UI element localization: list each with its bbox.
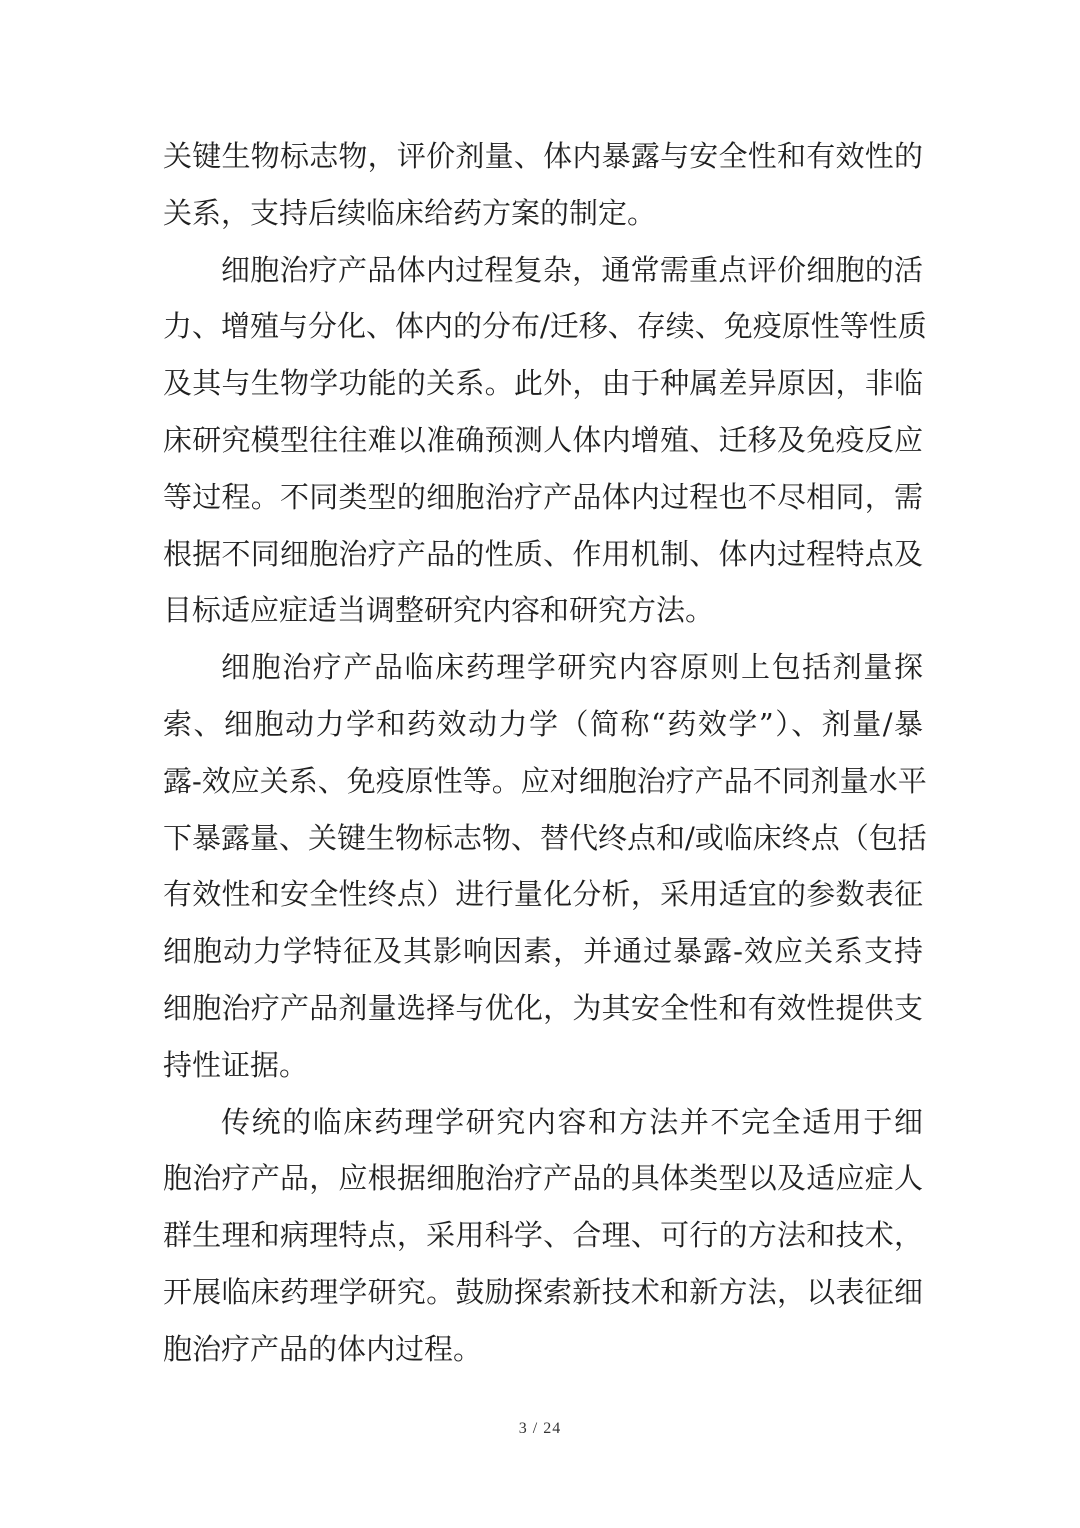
text-line: 持性证据。 [163, 1047, 309, 1082]
document-body [163, 128, 927, 1378]
text-line: 目标适应症适当调整研究内容和研究方法。 [163, 593, 715, 628]
text-line: 细胞治疗产品剂量选择与优化，为其安全性和有效性提供支 [163, 990, 923, 1025]
text-line: 群生理和病理特点，采用科学、合理、可行的方法和技术， [163, 1218, 923, 1253]
text-line: 力、增殖与分化、体内的分布/迁移、存续、免疫原性等性质 [163, 309, 927, 344]
text-line: 下暴露量、关键生物标志物、替代终点和/或临床终点（包括 [163, 820, 927, 855]
text-line: 露-效应关系、免疫原性等。应对细胞治疗产品不同剂量水平 [163, 763, 927, 798]
paragraph-first-line: 细胞治疗产品体内过程复杂，通常需重点评价细胞的活 [221, 252, 923, 287]
text-line: 床研究模型往往难以准确预测人体内增殖、迁移及免疫反应 [163, 422, 923, 457]
text-line: 索、细胞动力学和药效动力学（简称“药效学”）、剂量/暴 [163, 706, 923, 741]
text-line: 根据不同细胞治疗产品的性质、作用机制、体内过程特点及 [163, 536, 923, 571]
text-line: 关系，支持后续临床给药方案的制定。 [163, 195, 657, 230]
text-line: 胞治疗产品的体内过程。 [163, 1331, 483, 1366]
text-line: 关键生物标志物，评价剂量、体内暴露与安全性和有效性的 [163, 139, 923, 173]
page-number: 3 / 24 [518, 1420, 562, 1437]
paragraph-first-line: 细胞治疗产品临床药理学研究内容原则上包括剂量探 [221, 650, 923, 685]
text-line: 胞治疗产品，应根据细胞治疗产品的具体类型以及适应症人 [163, 1161, 923, 1196]
text-line: 等过程。不同类型的细胞治疗产品体内过程也不尽相同，需 [163, 479, 923, 514]
text-line: 开展临床药理学研究。鼓励探索新技术和新方法，以表征细 [163, 1274, 923, 1309]
text-line: 有效性和安全性终点）进行量化分析，采用适宜的参数表征 [163, 877, 923, 912]
text-line: 细胞动力学特征及其影响因素，并通过暴露-效应关系支持 [163, 934, 923, 969]
paragraph-first-line: 传统的临床药理学研究内容和方法并不完全适用于细 [221, 1104, 923, 1139]
text-line: 及其与生物学功能的关系。此外，由于种属差异原因，非临 [163, 366, 923, 401]
